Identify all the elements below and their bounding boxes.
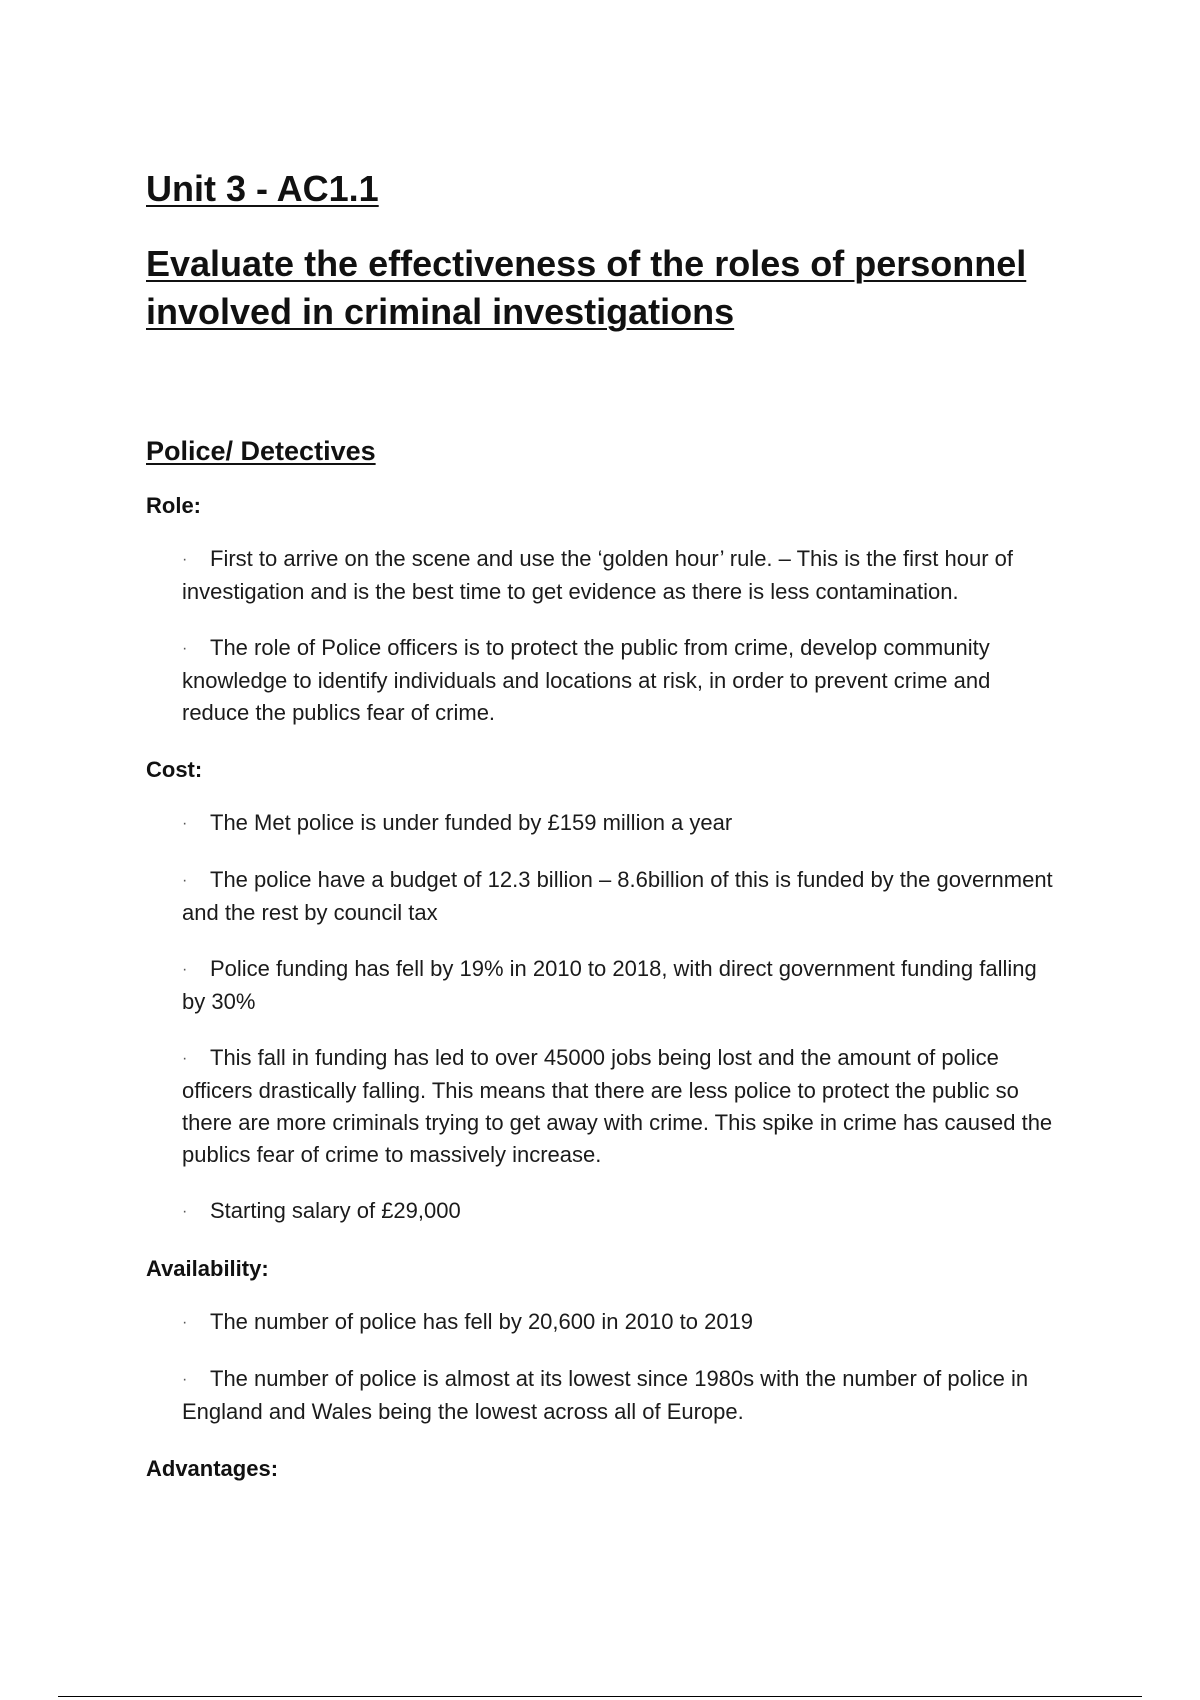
bullet-dot: ·: [182, 872, 188, 889]
cost-item: [182, 1195, 1062, 1228]
cost-label: Cost:: [146, 757, 203, 782]
cost-item-text: Police funding has fell by 19% in 2010 to 2018, with direct government funding falling by 30%: [182, 956, 1037, 1014]
main-title: Evaluate the effectiveness of the roles of personnel involved in criminal investigations: [146, 243, 1027, 332]
cost-list: [146, 807, 1066, 1228]
cost-item: [182, 1042, 1062, 1171]
availability-label: Availability:: [146, 1256, 269, 1281]
bullet-dot: ·: [182, 1371, 188, 1388]
availability-item: [182, 1363, 1062, 1428]
section-title-police-detectives: Police/ Detectives: [146, 436, 376, 466]
cost-item-text: Starting salary of £29,000: [210, 1198, 461, 1223]
cost-item-text: The Met police is under funded by £159 million a year: [210, 810, 733, 835]
bullet-dot: ·: [182, 961, 188, 978]
bullet-dot: ·: [182, 815, 188, 832]
availability-list: [146, 1306, 1066, 1428]
bullet-dot: ·: [182, 551, 188, 568]
cost-item-text: This fall in funding has led to over 45000 jobs being lost and the amount of police officers drastically falling. This means that there are less police to protect the public so there are more criminals trying to get away with crime. This spike in crime has caused the publics fear of crime to massively increase.: [182, 1045, 1053, 1167]
availability-item-text: The number of police has fell by 20,600 in 2010 to 2019: [210, 1309, 754, 1334]
bullet-dot: ·: [182, 640, 188, 657]
role-item: [182, 543, 1062, 608]
advantages-label: Advantages:: [146, 1456, 279, 1481]
bullet-dot: ·: [182, 1050, 188, 1067]
bullet-dot: ·: [182, 1203, 188, 1220]
unit-title: Unit 3 - AC1.1: [146, 168, 379, 209]
cost-item: [182, 864, 1062, 929]
role-item: [182, 632, 1062, 729]
bullet-dot: ·: [182, 1314, 188, 1331]
cost-item: [182, 953, 1062, 1018]
availability-item-text: The number of police is almost at its lowest since 1980s with the number of police in England and Wales being the lowest across all of Europe.: [182, 1366, 1029, 1424]
role-list: [146, 543, 1066, 729]
role-label: Role:: [146, 493, 201, 518]
role-item-text: First to arrive on the scene and use the ‘golden hour’ rule. – This is the first hour of investigation and is the best time to get evidence as there is less contamination.: [182, 546, 1014, 604]
role-item-text: The role of Police officers is to protect the public from crime, develop community knowledge to identify individuals and locations at risk, in order to prevent crime and reduce the publics fear of crime.: [182, 635, 991, 725]
cost-item-text: The police have a budget of 12.3 billion – 8.6billion of this is funded by the government and the rest by council tax: [182, 867, 1053, 925]
availability-item: [182, 1306, 1062, 1339]
cost-item: [182, 807, 1062, 840]
document-content: [146, 168, 1066, 1484]
page-bottom-rule: [58, 1696, 1142, 1697]
